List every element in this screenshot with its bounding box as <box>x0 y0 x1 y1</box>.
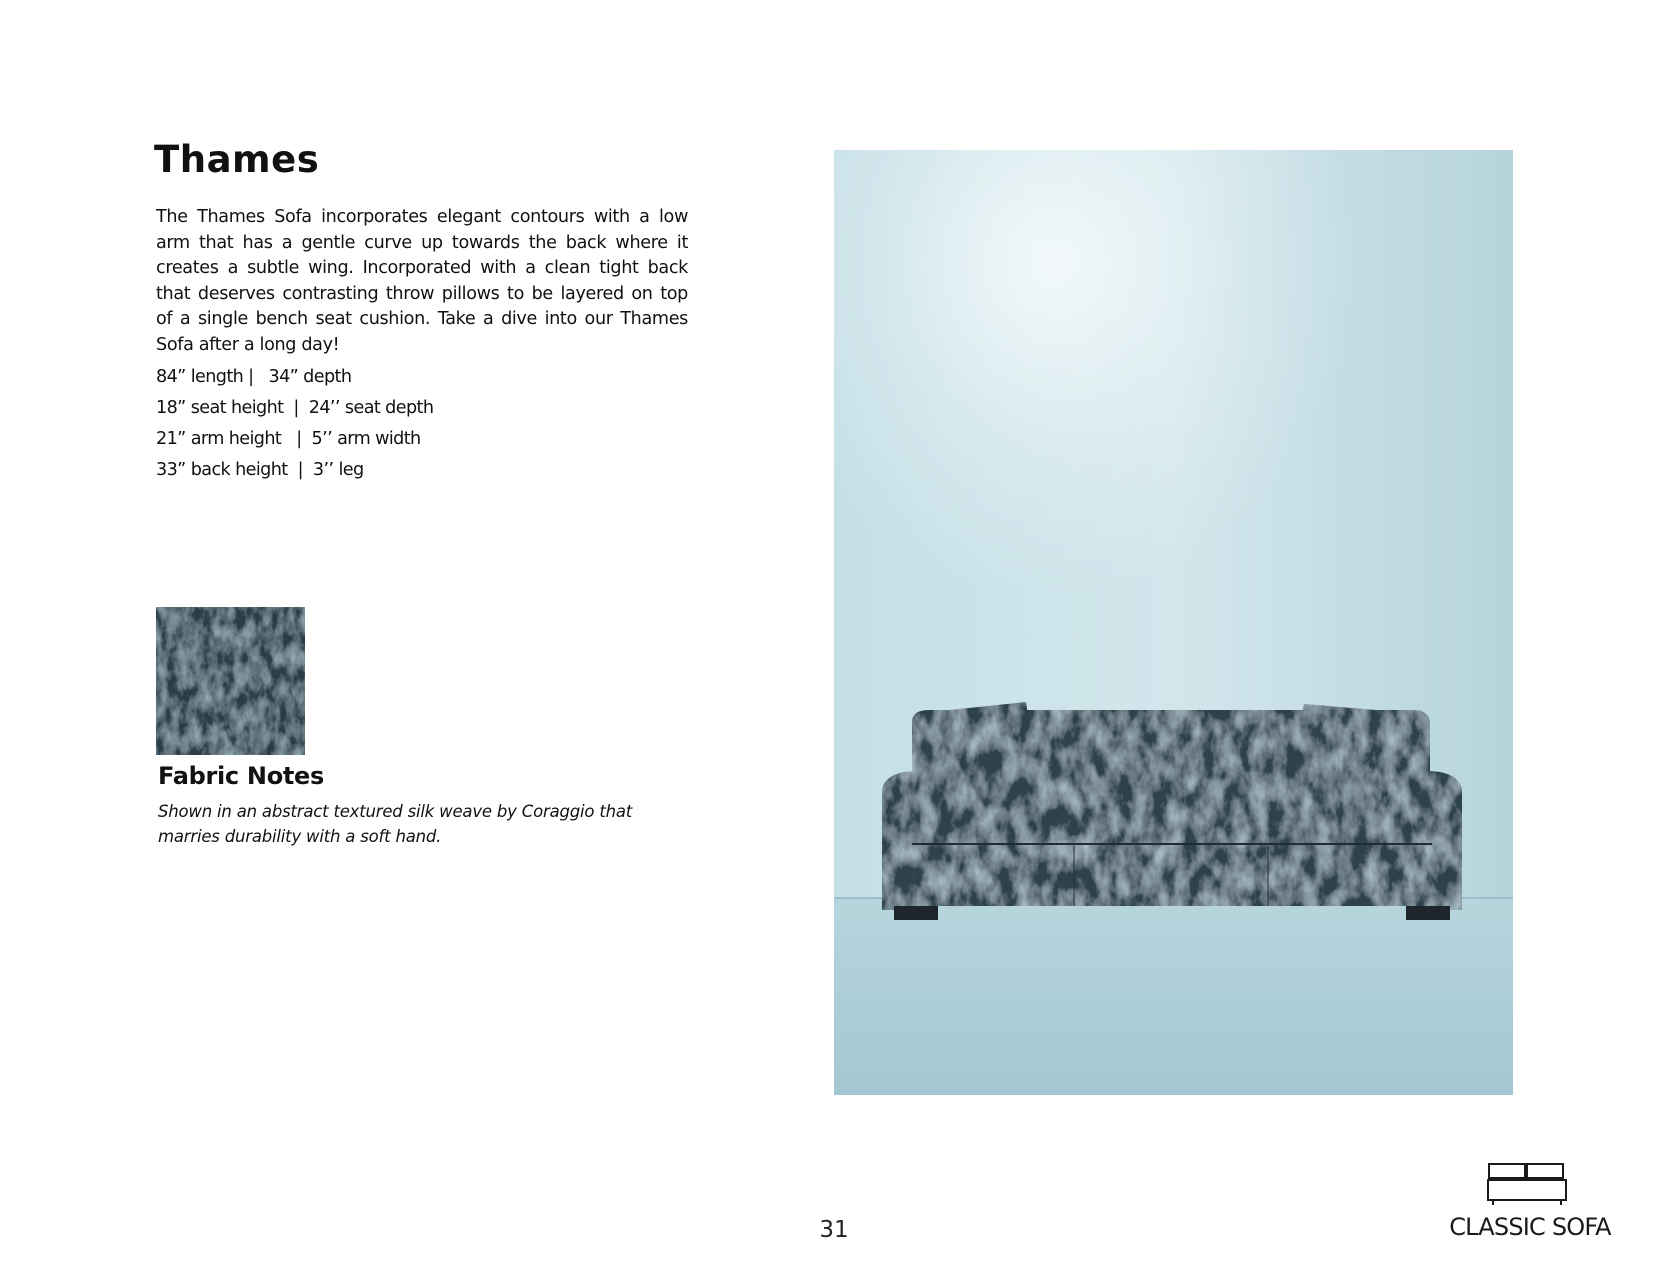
fabric-notes-text: Shown in an abstract textured silk weave by Coraggio that marries durability with a soft hand. <box>158 802 633 846</box>
fabric-notes-heading: Fabric Notes <box>158 762 325 790</box>
product-title: Thames <box>154 138 320 181</box>
dimension-row: 18” seat height | 24’’ seat depth <box>156 398 434 418</box>
classic-sofa-logo <box>1440 1162 1620 1242</box>
dimension-row: 33” back height | 3’’ leg <box>156 460 364 480</box>
sofa-photo <box>834 150 1513 1095</box>
logo-text: CLASSIC SOFA <box>1449 1213 1611 1241</box>
dimensions-list <box>156 362 433 486</box>
sofa-logo-icon <box>1487 1162 1567 1206</box>
product-description: The Thames Sofa incorporates elegant contours with a low arm that has a gentle curve up towards the back where it creates a subtle wing. Incorporated with a clean tight back that deserves contrasting throw pillows to be layered on top of a single bench seat cushion. Take a dive into our Thames Sofa after a long day! <box>156 207 688 355</box>
fabric-swatch <box>156 607 305 755</box>
dimension-row: 21” arm height | 5’’ arm width <box>156 429 421 449</box>
page-number: 31 <box>819 1217 849 1243</box>
dimension-row: 84” length | 34” depth <box>156 367 352 387</box>
